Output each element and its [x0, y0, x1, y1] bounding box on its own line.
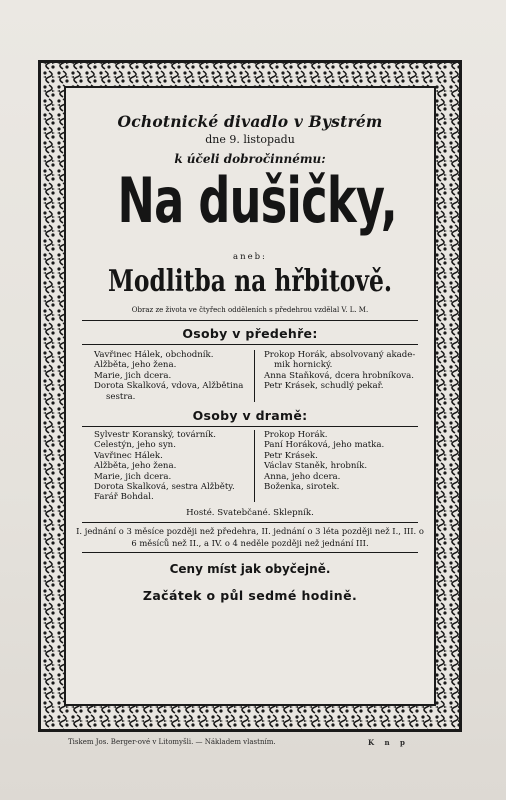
cast-member: Boženka, sirotek. [264, 482, 340, 493]
prelude-cast-left [94, 350, 243, 402]
cast-member: Anna, jeho dcera. [264, 471, 341, 482]
divider [82, 552, 418, 553]
drama-cast-right [264, 430, 384, 492]
cast-member: Vavřinec Hálek, obchodník. [94, 350, 214, 360]
divider [82, 426, 418, 427]
play-subtitle: Modlitba na hřbitově. [107, 264, 393, 299]
cast-member: Václav Staněk, hrobník. [264, 461, 368, 472]
cast-member: Vavřinec Hálek. [94, 450, 163, 461]
cast-member: Anna Staňková, dcera hrobníkova. [264, 370, 415, 381]
play-description: Obraz ze života ve čtyřech odděleních s předehrou vzdělal V. L. M. [131, 306, 369, 314]
cast-member: Petr Krásek. [264, 450, 318, 461]
theatre-heading: Ochotnické divadlo v Bystrém [117, 112, 383, 131]
prelude-cast-right [264, 350, 415, 392]
prelude-heading: Osoby v předehře: [182, 326, 318, 341]
print-mark: K n p [368, 738, 409, 747]
cast-member: Dorota Skalková, sestra Alžběty. [94, 482, 235, 493]
printer-imprint: Tiskem Jos. Berger-ové v Litomyšli. — Nákladem vlastním. [68, 738, 276, 746]
divider [82, 320, 418, 321]
cast-member: Marie, jich dcera. [94, 471, 172, 482]
cast-member: Sylvestr Koranský, továrník. [94, 430, 216, 440]
extras-line: Hosté. Svatebčané. Sklepník. [186, 508, 314, 518]
divider [82, 344, 418, 345]
aneb-label: aneb: [233, 252, 267, 262]
cast-member: Prokop Horák, absolvovaný akade- [264, 350, 416, 360]
column-divider [254, 350, 255, 402]
cast-member: Prokop Horák. [264, 430, 328, 440]
start-time: Začátek o půl sedmé hodině. [142, 588, 358, 603]
cast-member: Farář Bohdal. [94, 492, 154, 503]
column-divider [254, 430, 255, 502]
cast-member: mik hornický. [274, 360, 333, 371]
cast-member: Dorota Skalková, vdova, Alžbětina [94, 381, 244, 392]
cast-member: Paní Horáková, jeho matka. [264, 440, 385, 451]
cast-member: Petr Krásek, schudlý pekař. [264, 381, 384, 392]
cast-member: Marie, jich dcera. [94, 370, 172, 381]
cast-member: sestra. [106, 391, 136, 402]
cast-member: Alžběta, jeho žena. [94, 461, 177, 472]
divider [82, 522, 418, 523]
performance-date: dne 9. listopadu [205, 133, 295, 146]
cast-member: Alžběta, jeho žena. [94, 360, 177, 371]
performance-purpose: k účeli dobročinnému: [174, 152, 326, 166]
act-timing-note: I. jednání o 3 měsíce později než předehra, II. jednání o 3 léta později než I., III. o 6 měsíců než II., a IV. o 4 neděle později než jednání III. [76, 526, 424, 548]
play-title: Na dušičky, [117, 164, 397, 237]
ticket-prices: Ceny míst jak obyčejně. [169, 562, 331, 576]
drama-heading: Osoby v dramě: [192, 408, 308, 423]
drama-cast-left [94, 430, 235, 503]
poster-content [66, 88, 434, 704]
cast-member: Celestýn, jeho syn. [94, 440, 176, 451]
